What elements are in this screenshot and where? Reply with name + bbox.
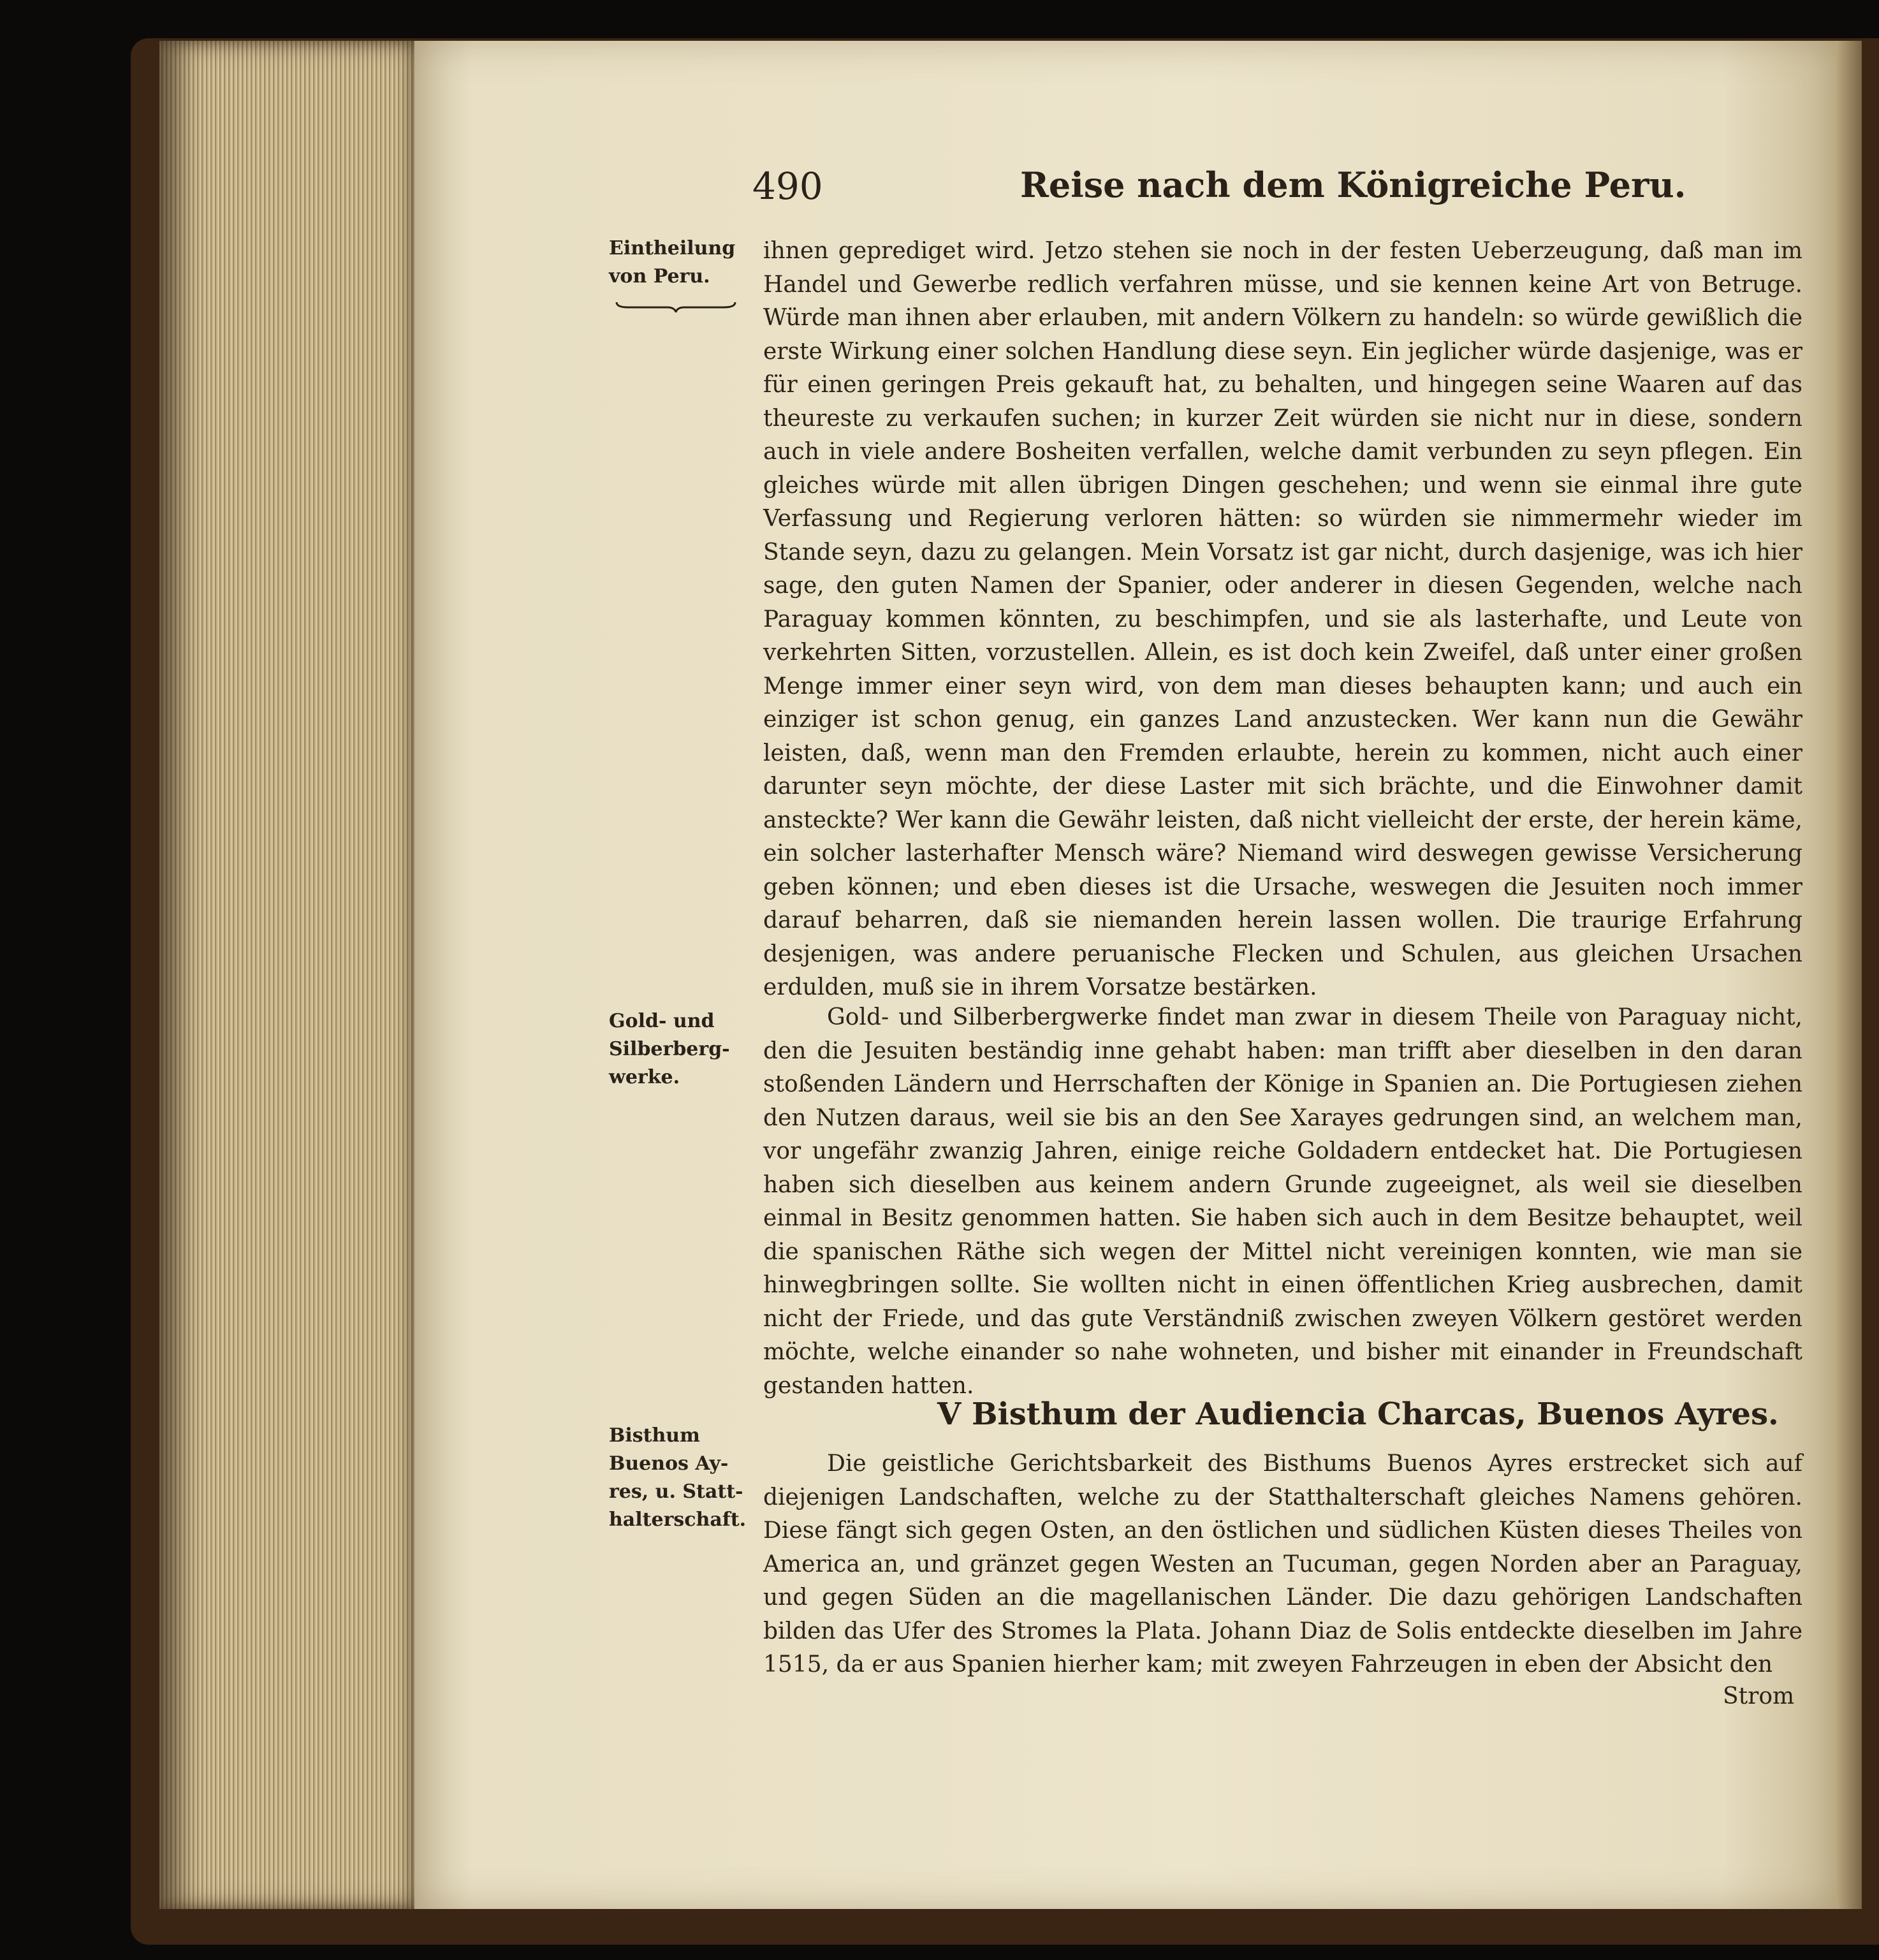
margin-note-line: halterschaft.	[609, 1509, 747, 1531]
page-header	[752, 165, 1804, 216]
margin-note-line: Eintheilung	[609, 237, 736, 260]
margin-note-line: werke.	[609, 1066, 680, 1088]
paragraph-3: Die geistliche Gerichtsbarkeit des Bisthums Buenos Ayres erstrecket sich auf diejenigen Landschaften, welche zu der Statthalterschaft gleiches Namens gehören. Diese fängt sich gegen Osten, an den östlichen und südlichen Küsten dieses Theiles von America an, und gränzet gegen Westen an Tucuman, gegen Norden aber an Paraguay, und gegen Süden an die magellanischen Länder. Die dazu gehörigen Landschaften bilden das Ufer des Stromes la Plata. Johann Diaz de Solis entdeckte dieselben im Jahre 1515, da er aus Spanien hierher kam; mit zweyen Fahrzeugen in eben der Absicht den	[763, 1451, 1802, 1678]
body-text-top	[763, 235, 1802, 1005]
margin-brace-icon	[615, 300, 736, 312]
margin-note-line: Bisthum	[609, 1424, 700, 1447]
margin-note-eintheilung	[609, 235, 756, 291]
paragraph-1: ihnen geprediget wird. Jetzo stehen sie noch in der festen Ueberzeugung, daß man im Handel und Gewerbe redlich verfahren müsse, und sie kennen keine Art von Betruge. Würde man ihnen aber erlauben, mit andern Völkern zu handeln: so würde gewißlich die erste Wirkung einer solchen Handlung diese seyn. Ein jeglicher würde dasjenige, was er für einen geringen Preis gekauft hat, zu behalten, und hingegen seine Waaren auf das theureste zu verkaufen suchen; in kurzer Zeit würden sie nicht nur in diese, sondern auch in viele andere Bosheiten verfallen, welche damit verbunden zu seyn pflegen. Ein gleiches würde mit allen übrigen Dingen geschehen; und wenn sie einmal ihre gute Verfassung und Regierung verloren hätten: so würden sie nimmermehr wieder im Stande seyn, dazu zu gelangen. Mein Vorsatz ist gar nicht, durch dasjenige, was ich hier sage, den guten Namen der Spanier, oder anderer in diesen Gegenden, welche nach Paraguay kommen könnten, zu beschimpfen, und sie als lasterhafte, und Leute von verkehrten Sitten, vorzustellen. Allein, es ist doch kein Zweifel, daß unter einer großen Menge immer einer seyn wird, von dem man dieses behaupten kann; und auch ein einziger ist schon genug, ein ganzes Land anzustecken. Wer kann nun die Gewähr leisten, daß, wenn man den Fremden erlaubte, herein zu kommen, nicht auch einer darunter seyn möchte, der diese Laster mit sich brächte, und die Einwohner damit ansteckte? Wer kann die Gewähr leisten, daß nicht vielleicht der erste, der herein käme, ein solcher lasterhafter Mensch wäre? Niemand wird deswegen gewisse Versicherung geben können; und eben dieses ist die Ursache, weswegen die Jesuiten noch immer darauf beharren, daß sie niemanden herein lassen wollen. Die traurige Erfahrung desjenigen, was andere peruanische Flecken und Schulen, aus gleichen Ursachen erdulden, muß sie in ihrem Vorsatze bestärken.	[763, 238, 1802, 1000]
margin-note-gold	[609, 1007, 756, 1092]
margin-note-line: Silberberg-	[609, 1038, 730, 1060]
page-number: 490	[752, 165, 823, 208]
page-gutter	[1836, 41, 1862, 1909]
margin-note-line: Buenos Ay-	[609, 1452, 729, 1475]
running-title: Reise nach dem Königreiche Peru.	[1020, 165, 1686, 205]
section-heading: V Bisthum der Audiencia Charcas, Buenos Ayres.	[937, 1396, 1779, 1432]
margin-note-line: res, u. Statt-	[609, 1481, 743, 1503]
page-edges	[159, 41, 414, 1909]
body-text-bottom	[763, 1447, 1802, 1682]
catchword: Strom	[1723, 1683, 1795, 1709]
margin-note-line: Gold- und	[609, 1010, 715, 1032]
margin-note-bisthum	[609, 1422, 756, 1534]
body-text-middle	[763, 1001, 1802, 1403]
margin-note-line: von Peru.	[609, 265, 710, 288]
paragraph-2: Gold- und Silberbergwerke findet man zwar in diesem Theile von Paraguay nicht, den die Jesuiten beständig inne gehabt haben: man trifft aber dieselben in den daran stoßenden Ländern und Herrschaften der Könige in Spanien an. Die Portugiesen ziehen den Nutzen daraus, weil sie bis an den See Xarayes gedrungen sind, an welchem man, vor ungefähr zwanzig Jahren, einige reiche Goldadern entdecket hat. Die Portugiesen haben sich dieselben aus keinem andern Grunde zugeeignet, als weil sie dieselben einmal in Besitz genommen hatten. Sie haben sich auch in dem Besitze behauptet, weil die spanischen Räthe sich wegen der Mittel nicht vereinigen konnten, wie man sie hinwegbringen sollte. Sie wollten nicht in einen öffentlichen Krieg ausbrechen, damit nicht der Friede, und das gute Verständniß zwischen zweyen Völkern gestöret werden möchte, welche einander so nahe wohneten, und bisher mit einander in Freundschaft gestanden hatten.	[763, 1004, 1802, 1399]
